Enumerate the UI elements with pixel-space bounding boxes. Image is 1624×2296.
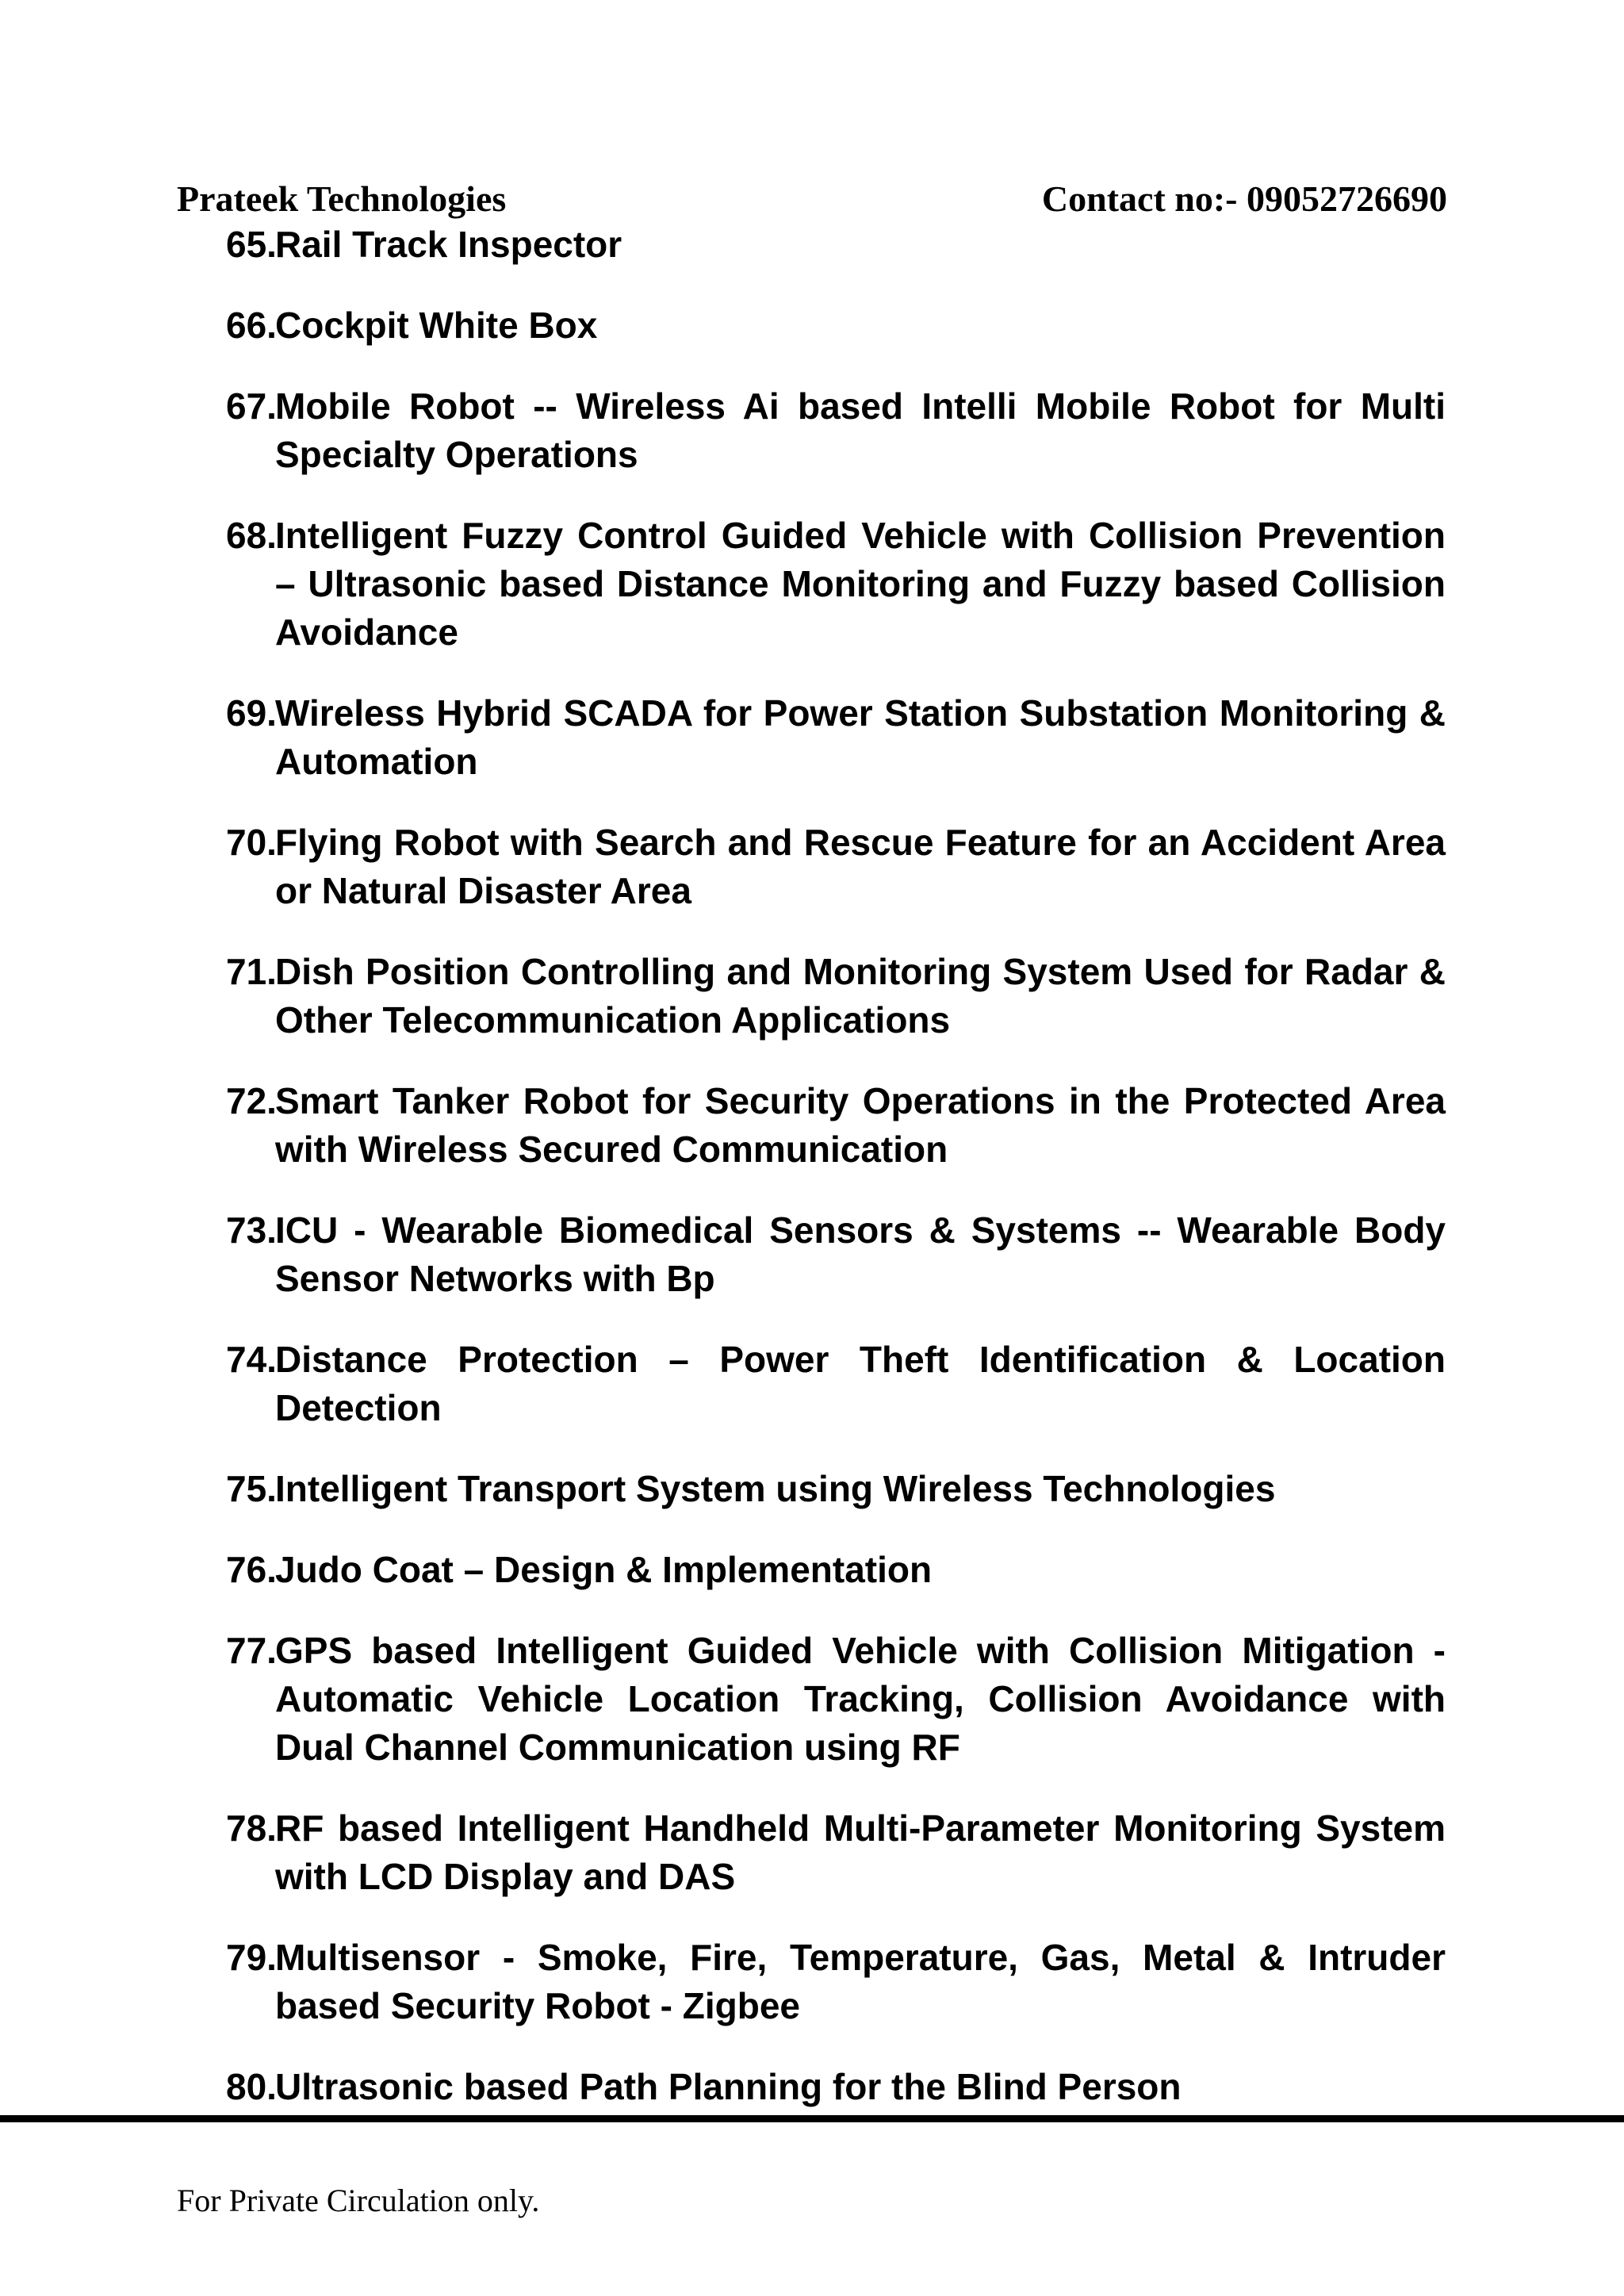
list-item bbox=[226, 1336, 1446, 1432]
item-number: 73. bbox=[226, 1209, 277, 1251]
item-text: Intelligent Fuzzy Control Guided Vehicle with Collision Prevention – Ultrasonic based Distance Monitoring and Fuzzy based Collision Avoidance bbox=[275, 515, 1446, 653]
item-text: Cockpit White Box bbox=[275, 305, 598, 346]
item-number: 69. bbox=[226, 692, 277, 734]
item-text: Multisensor - Smoke, Fire, Temperature, Gas, Metal & Intruder based Security Robot - Zigbee bbox=[275, 1937, 1446, 2026]
item-text: Dish Position Controlling and Monitoring System Used for Radar & Other Telecommunication Applications bbox=[275, 951, 1446, 1041]
list-item bbox=[226, 818, 1446, 915]
list-item bbox=[226, 1804, 1446, 1901]
item-text: Rail Track Inspector bbox=[275, 224, 622, 265]
item-text: Wireless Hybrid SCADA for Power Station Substation Monitoring & Automation bbox=[275, 692, 1446, 782]
list-item bbox=[226, 1077, 1446, 1174]
list-item bbox=[226, 2063, 1446, 2111]
list-item bbox=[226, 512, 1446, 657]
item-text: RF based Intelligent Handheld Multi-Parameter Monitoring System with LCD Display and DAS bbox=[275, 1807, 1446, 1897]
list-item bbox=[226, 301, 1446, 350]
list-item bbox=[226, 382, 1446, 479]
list-item bbox=[226, 948, 1446, 1045]
project-list bbox=[226, 220, 1446, 2144]
list-item bbox=[226, 689, 1446, 786]
item-number: 75. bbox=[226, 1468, 277, 1509]
item-text: Distance Protection – Power Theft Identification & Location Detection bbox=[275, 1339, 1446, 1428]
list-item bbox=[226, 1465, 1446, 1513]
item-number: 68. bbox=[226, 515, 277, 556]
item-number: 72. bbox=[226, 1080, 277, 1121]
page-footer: For Private Circulation only. bbox=[177, 2183, 540, 2218]
item-number: 76. bbox=[226, 1549, 277, 1590]
company-name: Prateek Technologies bbox=[177, 178, 507, 219]
list-item bbox=[226, 1627, 1446, 1772]
item-text: Flying Robot with Search and Rescue Feature for an Accident Area or Natural Disaster Area bbox=[275, 822, 1446, 911]
contact-number: Contact no:- 09052726690 bbox=[1041, 178, 1447, 219]
item-number: 67. bbox=[226, 385, 277, 427]
item-number: 70. bbox=[226, 822, 277, 863]
item-text: GPS based Intelligent Guided Vehicle with Collision Mitigation - Automatic Vehicle Location Tracking, Collision Avoidance with Dual Channel Communication using RF bbox=[275, 1630, 1446, 1768]
list-item bbox=[226, 1206, 1446, 1303]
page-header bbox=[177, 176, 1447, 222]
item-text: Judo Coat – Design & Implementation bbox=[275, 1549, 933, 1590]
item-number: 74. bbox=[226, 1339, 277, 1380]
item-text: Mobile Robot -- Wireless Ai based Intelli Mobile Robot for Multi Specialty Operations bbox=[275, 385, 1446, 475]
list-item bbox=[226, 1546, 1446, 1594]
item-number: 80. bbox=[226, 2066, 277, 2107]
item-number: 65. bbox=[226, 224, 277, 265]
item-number: 78. bbox=[226, 1807, 277, 1849]
item-text: Ultrasonic based Path Planning for the Blind Person bbox=[275, 2066, 1182, 2107]
item-number: 79. bbox=[226, 1937, 277, 1978]
item-text: Smart Tanker Robot for Security Operations in the Protected Area with Wireless Secured Communication bbox=[275, 1080, 1446, 1170]
list-item bbox=[226, 220, 1446, 269]
item-number: 66. bbox=[226, 305, 277, 346]
footer-divider bbox=[0, 2115, 1624, 2122]
list-item bbox=[226, 1934, 1446, 2030]
item-text: ICU - Wearable Biomedical Sensors & Systems -- Wearable Body Sensor Networks with Bp bbox=[275, 1209, 1446, 1299]
item-number: 71. bbox=[226, 951, 277, 992]
item-number: 77. bbox=[226, 1630, 277, 1671]
item-text: Intelligent Transport System using Wireless Technologies bbox=[275, 1468, 1276, 1509]
